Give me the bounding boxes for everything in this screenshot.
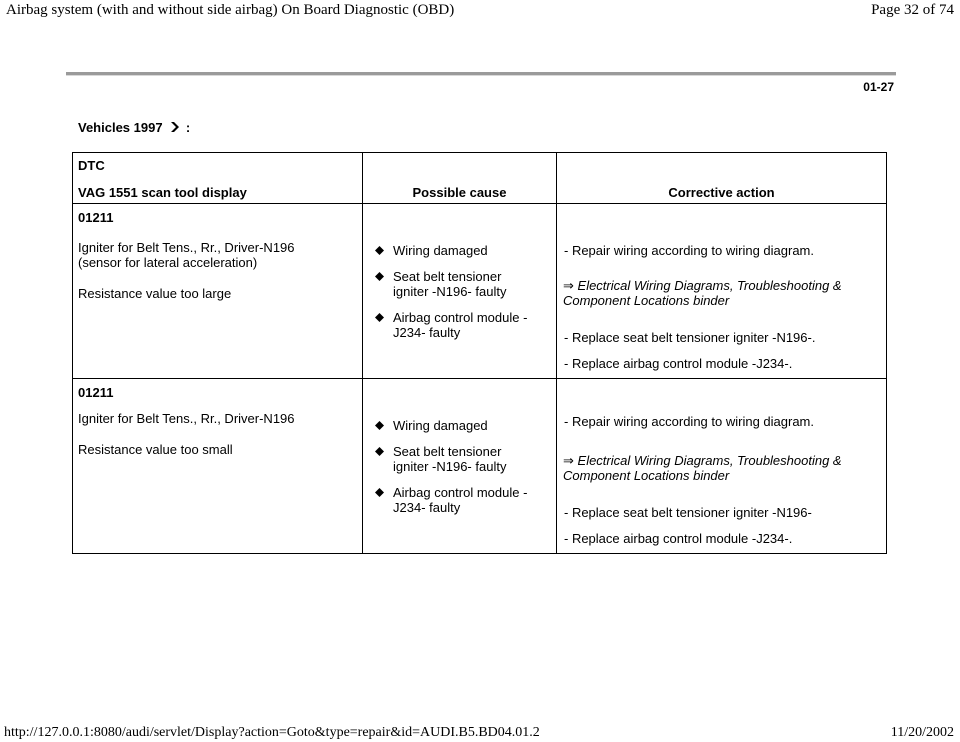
diamond-bullet-icon [375,488,384,497]
list-item: Airbag control module - J234- faulty [375,310,527,340]
dtc-condition: Resistance value too large [78,286,232,301]
action-replace-module: - Replace airbag control module -J234-. [564,531,793,546]
footer-url: http://127.0.0.1:8080/audi/servlet/Display?action=Goto&type=repair&id=AUDI.B5.BD04.01.2 [4,725,540,740]
dtc-description-sub: (sensor for lateral acceleration) [78,255,258,270]
header-cell-action [557,153,887,204]
header-dtc: DTC [78,158,105,173]
table-row [73,204,887,379]
list-item: Wiring damaged [375,418,488,433]
dtc-code: 01211 [78,385,114,400]
footer-date: 11/20/2002 [890,725,954,740]
heading-text: Vehicles 1997 [78,120,163,135]
header-scan-tool-display: VAG 1551 scan tool display [78,185,247,200]
action-replace-tensioner: - Replace seat belt tensioner igniter -N196- [564,505,812,520]
dtc-description: Igniter for Belt Tens., Rr., Driver-N196 [78,240,295,255]
cause-cell [363,204,557,379]
page-number: 01-27 [863,80,894,94]
diamond-bullet-icon [375,272,384,281]
dtc-code: 01211 [78,210,114,225]
dtc-description: Igniter for Belt Tens., Rr., Driver-N196 [78,411,295,426]
chevron-right-icon [169,121,181,133]
action-cell [557,379,887,554]
dtc-condition: Resistance value too small [78,442,233,457]
list-item: Seat belt tensioner igniter -N196- faulty [375,444,506,474]
diamond-bullet-icon [375,421,384,430]
header-corrective-action: Corrective action [668,185,775,200]
action-repair-wiring: - Repair wiring according to wiring diagram. [564,243,814,258]
header-possible-cause: Possible cause [412,185,507,200]
wiring-diagrams-reference[interactable]: ⇒ Electrical Wiring Diagrams, Troubleshooting & Component Locations binder [563,278,842,308]
header-cell-dtc [73,153,363,204]
header-rule [66,72,896,76]
header-cell-cause [363,153,557,204]
diamond-bullet-icon [375,246,384,255]
action-cell [557,204,887,379]
dtc-cell [73,379,363,554]
wiring-diagrams-reference[interactable]: ⇒ Electrical Wiring Diagrams, Troubleshooting & Component Locations binder [563,453,842,483]
reference-arrow-icon: ⇒ [563,278,574,293]
dtc-table [72,152,887,554]
diamond-bullet-icon [375,313,384,322]
cause-cell [363,379,557,554]
document-title: Airbag system (with and without side airbag) On Board Diagnostic (OBD) [6,2,455,18]
table-row [73,379,887,554]
list-item: Seat belt tensioner igniter -N196- faulty [375,269,506,299]
reference-arrow-icon: ⇒ [563,453,574,468]
section-heading [78,120,190,135]
diamond-bullet-icon [375,447,384,456]
heading-suffix: : [185,120,191,135]
action-replace-tensioner: - Replace seat belt tensioner igniter -N196-. [564,330,816,345]
page-indicator: Page 32 of 74 [871,2,954,18]
action-replace-module: - Replace airbag control module -J234-. [564,356,793,371]
dtc-cell [73,204,363,379]
table-header-row [73,153,887,204]
list-item: Wiring damaged [375,243,488,258]
action-repair-wiring: - Repair wiring according to wiring diagram. [564,414,814,429]
list-item: Airbag control module - J234- faulty [375,485,527,515]
